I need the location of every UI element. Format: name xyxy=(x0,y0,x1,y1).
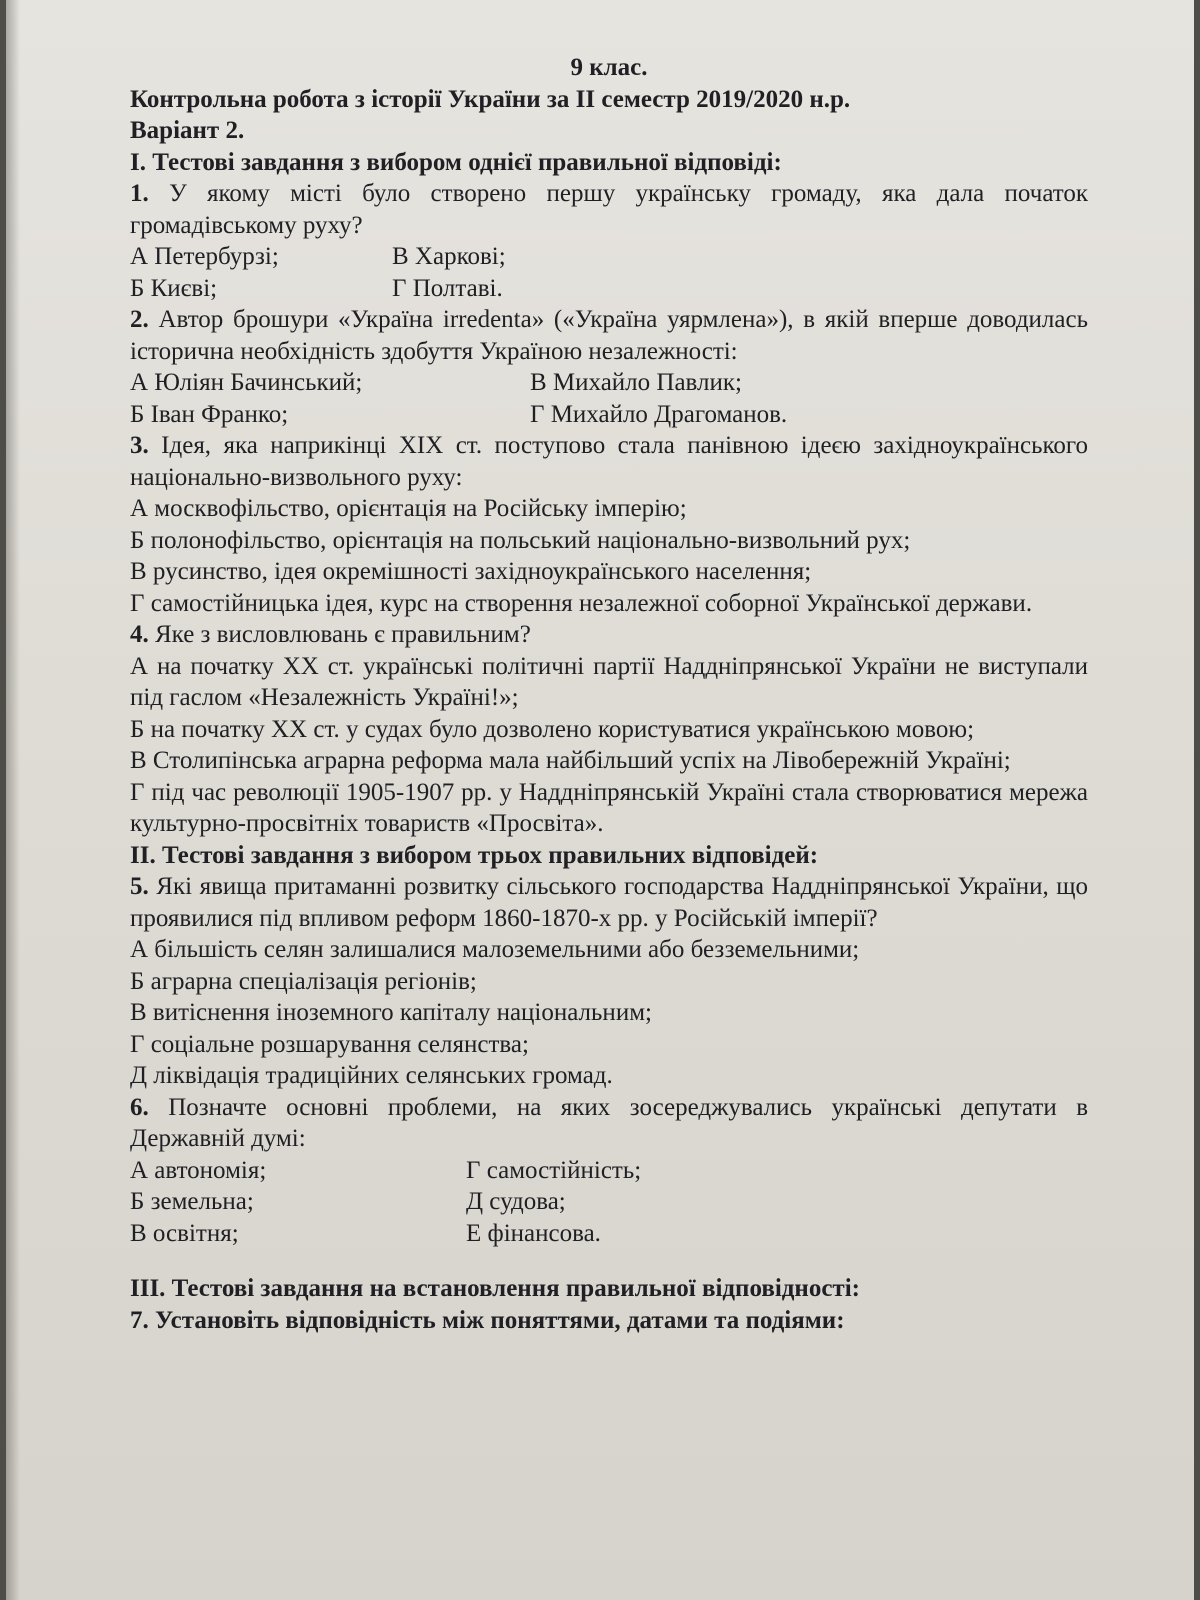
question-7 xyxy=(130,1305,1088,1337)
q6-options-row-2 xyxy=(130,1186,1088,1218)
question-5 xyxy=(130,871,1088,934)
q4-option-v: В Столипінська аграрна реформа мала найбільший успіх на Лівобережній Україні; xyxy=(130,747,1011,774)
q1-option-v: В Харкові; xyxy=(392,243,506,270)
question-text: Яке з висловлювань є правильним? xyxy=(155,621,531,648)
question-number: 2. xyxy=(130,306,149,333)
q5-option-v: В витіснення іноземного капіталу національним; xyxy=(130,999,652,1026)
q2-option-g: Г Михайло Драгоманов. xyxy=(530,400,788,428)
question-text: У якому місті було створено першу українську громаду, яка дала початок громадівському руху? xyxy=(130,180,1089,239)
q6-option-v: В освітня; xyxy=(130,1219,239,1247)
q5-option-a: А більшість селян залишалися малоземельними або безземельними; xyxy=(130,936,860,963)
q5-option-g: Г соціальне розшарування селянства; xyxy=(130,1030,529,1058)
q2-option-a: А Юліян Бачинський; xyxy=(130,369,363,396)
q2-options-row-1 xyxy=(130,367,1088,399)
question-2 xyxy=(130,304,1088,367)
question-number: 7. xyxy=(130,1306,149,1334)
question-6 xyxy=(130,1092,1088,1155)
q1-option-a: А Петербурзі; xyxy=(130,243,279,270)
question-number: 3. xyxy=(130,432,149,459)
variant-label: Варіант 2. xyxy=(130,117,245,144)
q1-options-row-1 xyxy=(130,241,1088,273)
q4-option-b: Б на початку ХХ ст. у судах було дозволено користуватися українською мовою; xyxy=(130,715,975,743)
paper-sheet xyxy=(6,0,1194,1600)
q4-option-g: Г під час революції 1905-1907 рр. у Наддніпрянській Україні стала створюватися мережа культурно-просвітніх товариств «Просвіта». xyxy=(130,778,1088,837)
question-text: Установіть відповідність між поняттями, датами та подіями: xyxy=(155,1306,845,1334)
q1-option-g: Г Полтаві. xyxy=(392,274,503,302)
q2-option-v: В Михайло Павлик; xyxy=(530,369,742,396)
q3-option-a: А москвофільство, орієнтація на Російську імперію; xyxy=(130,495,687,522)
q3-option-b: Б полонофільство, орієнтація на польський національно-визвольний рух; xyxy=(130,526,911,554)
question-text: Які явища притаманні розвитку сільського господарства Наддніпрянської України, що проявилися під впливом реформ 1860-1870-х рр. у Російській імперії? xyxy=(130,873,1089,932)
question-3 xyxy=(130,430,1088,493)
q1-options-row-2 xyxy=(130,273,1088,305)
document-body xyxy=(130,52,1088,1336)
question-number: 4. xyxy=(130,621,149,648)
q3-option-g: Г самостійницька ідея, курс на створення незалежної соборної Української держави. xyxy=(130,589,1033,617)
grade-line: 9 клас. xyxy=(570,54,648,81)
q6-options-row-1 xyxy=(130,1155,1088,1187)
q6-option-e: Е фінансова. xyxy=(466,1219,601,1247)
section-2-heading: ІІ. Тестові завдання з вибором трьох правильних відповідей: xyxy=(130,841,819,869)
section-1-heading: І. Тестові завдання з вибором однієї правильної відповіді: xyxy=(130,148,782,176)
document-title: Контрольна робота з історії України за ІІ семестр 2019/2020 н.р. xyxy=(130,85,851,113)
q6-option-g: Г самостійність; xyxy=(466,1156,642,1184)
q5-option-b: Б аграрна спеціалізація регіонів; xyxy=(130,967,477,995)
q3-option-v: В русинство, ідея окремішності західноукраїнського населення; xyxy=(130,558,812,585)
q4-option-a: А на початку ХХ ст. українські політичні партії Наддніпрянської України не виступали під гаслом «Незалежність Україні!»; xyxy=(130,652,1088,711)
spacer xyxy=(130,1249,1088,1273)
q6-option-a: А автономія; xyxy=(130,1156,267,1184)
q6-option-d: Д судова; xyxy=(466,1188,566,1215)
question-number: 6. xyxy=(130,1093,149,1121)
question-text: Позначте основні проблеми, на яких зосереджувались українські депутати в Державній думі: xyxy=(130,1093,1088,1152)
q6-options-row-3 xyxy=(130,1218,1088,1250)
question-number: 5. xyxy=(130,873,149,900)
page-shadow xyxy=(6,0,20,1600)
question-4 xyxy=(130,619,1088,651)
question-1 xyxy=(130,178,1088,241)
section-3-heading: ІІІ. Тестові завдання на встановлення правильної відповідності: xyxy=(130,1275,860,1302)
question-text: Ідея, яка наприкінці ХІХ ст. поступово стала панівною ідеєю західноукраїнського національно-визвольного руху: xyxy=(130,432,1089,491)
question-number: 1. xyxy=(130,180,149,207)
q6-option-b: Б земельна; xyxy=(130,1188,254,1215)
q2-option-b: Б Іван Франко; xyxy=(130,400,289,428)
question-text: Автор брошури «Україна irredenta» («Україна уярмлена»), в якій вперше доводилась історична необхідність здобуття Україною незалежності: xyxy=(130,306,1089,365)
q1-option-b: Б Києві; xyxy=(130,274,218,302)
q5-option-d: Д ліквідація традиційних селянських громад. xyxy=(130,1062,613,1089)
q2-options-row-2 xyxy=(130,399,1088,431)
